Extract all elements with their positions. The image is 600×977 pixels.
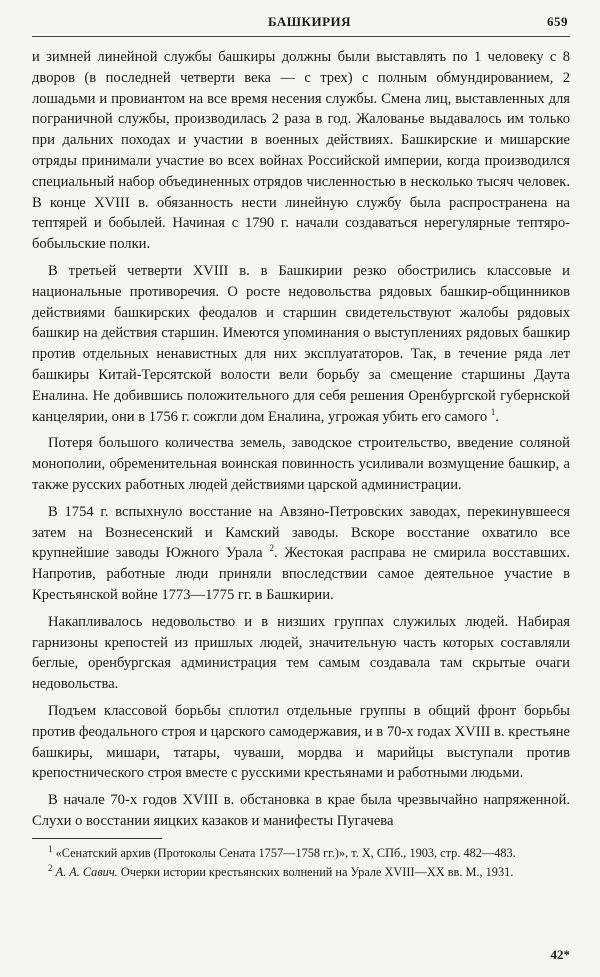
footnote-2-author: А. А. Савич. [55, 864, 118, 879]
paragraph-4-text-b: Жестокая расправа не смирила восставших. Напротив, работные люди приняли впоследствии самое деятельное участие в Крестьянской войне 1773—1775 гг. в Башкирии. [32, 545, 571, 603]
footnote-ref-1[interactable]: 1 [490, 406, 496, 417]
paragraph-7: В начале 70-х годов XVIII в. обстановка в крае была чрезвычайно напряженной. Слухи о восстании яицких казаков и манифесты Пугачева [32, 792, 570, 829]
paragraph-2: В третьей четверти XVIII в. в Башкирии резко обострились классовые и национальные противоречия. О росте недовольства рядовых башкир-общинников действиями башкирских феодалов и старшин свидетельствуют жалобы рядовых башкир на действия старшин. Имеются упоминания о выступлениях рядовых башкир против отдельных ненавистных для них эксплуататоров. Так, в течение ряда лет башкиры Китай-Терсятской волости вели борьбу за смещение старшины Даута Еналина. Не добившись положительного для себя решения Оренбургской губернской канцелярии, они в 1756 г. сожгли дом Еналина, угрожая убить его самого $^1$. [32, 262, 570, 425]
footnotes [32, 845, 570, 881]
paragraph-1: и зимней линейной службы башкиры должны были выставлять по 1 человеку с 8 дворов (в последней четверти века — с трех) с полным обмундированием, 2 лошадьми и провиантом на все время несения службы. Смена лиц, выставленных для пограничной службы, производилась 2 раза в год. Жалованье выдавалось им только при дальних походах и участии в военных действиях. Башкирские и мишарские отряды принимали участие во всех войнах Российской империи, когда производился специальный набор объединенных отрядов численностью в несколько тысяч человек. В конце XVIII в. обязанность нести линейную службу была распространена на тептярей и бобылей. Начиная с 1790 г. начали создаваться нерегулярные тептяро-бобыльские полки. [32, 49, 570, 253]
paragraph-4-text-a: В 1754 г. вспыхнуло восстание на Авзяно-Петровских заводах, перекинувшееся затем на Вознесенский и Камский заводы. Вскоре восстание охватило все крупнейшие заводы Южного Урала [32, 503, 570, 562]
footnote-1-text: «Сенатский архив (Протоколы Сената 1757—1758 гг.)», т. X, СПб., 1903, стр. 482—483. [55, 845, 516, 860]
footnote-1 [32, 845, 570, 862]
paragraph-3: Потеря большого количества земель, заводское строительство, введение соляной монополии, обременительная воинская повинность усиливали возмущение башкир, а также русских работных людей действиями царской администрации. [32, 435, 570, 493]
running-header [32, 14, 570, 37]
footnote-2 [32, 864, 570, 881]
running-title: БАШКИРИЯ [267, 14, 352, 29]
footnote-ref-2[interactable]: 2 [269, 543, 274, 554]
paragraph-2-text: В третьей четверти XVIII в. в Башкирии резко обострились классовые и национальные противоречия. О росте недовольства рядовых башкир-общинников действиями башкирских феодалов и старшин свидетельствуют жалобы рядовых башкир на действия старшин. Имеются упоминания о выступлениях рядовых башкир против отдельных ненавистных для них эксплуататоров. Так, в течение ряда лет башкиры Китай-Терсятской волости вели борьбу за смещение старшины Даута Еналина. Не добившись положительного для себя решения Оренбургской губернской канцелярии, они в 1756 г. сожгли дом Еналина, угрожая убить его самого [32, 262, 570, 425]
page-number: 659 [547, 14, 568, 29]
paragraph-6: Подъем классовой борьбы сплотил отдельные группы в общий фронт борьбы против феодального строя и царского самодержавия, и в 70-х годах XVIII в. крестьяне башкиры, мишари, татары, чуваши, мордва и марийцы выступали против крепостнического строя вместе с русскими крестьянами и работными людьми. [32, 702, 570, 782]
footnote-2-text: Очерки истории крестьянских волнений на Урале XVIII—XX вв. М., 1931. [120, 864, 514, 879]
footnote-2-mark: 2 [48, 862, 53, 873]
paragraph-5: Накапливалось недовольство и в низших группах служилых людей. Набирая гарнизоны крепостей из пришлых людей, значительную часть которых составляли беглые, оренбургская администрация тем самым создавала там скрытые очаги недовольства. [32, 613, 570, 693]
printer-signature: 42* [550, 947, 570, 962]
footnote-divider [32, 838, 162, 839]
paragraph-4: В 1754 г. вспыхнуло восстание на Авзяно-Петровских заводах, перекинувшееся затем на Вознесенский и Камский заводы. Вскоре восстание охватило все крупнейшие заводы Южного Урала $^2$. Жестокая расправа не смирила восставших. Напротив, работные люди приняли впоследствии самое деятельное участие в Крестьянской войне 1773—1775 гг. в Башкирии. [32, 503, 571, 603]
body-text [32, 47, 570, 832]
footnote-1-mark: 1 [48, 843, 53, 854]
